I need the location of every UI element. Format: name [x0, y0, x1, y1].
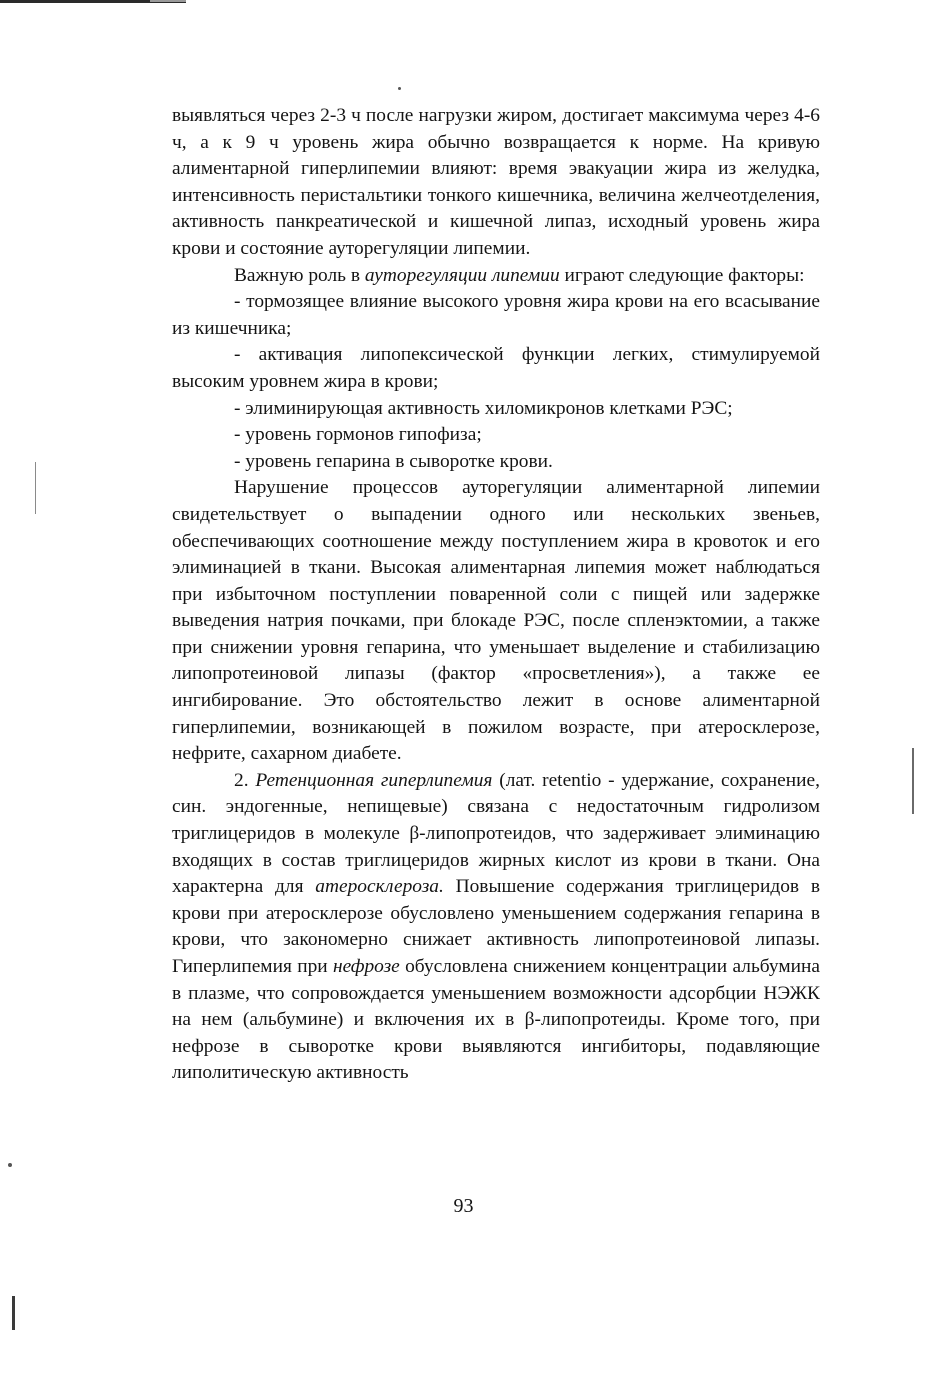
page-body-text: [172, 103, 820, 1087]
factor-item: - тормозящее влияние высокого уровня жира крови на его всасывание из кишечника;: [172, 291, 820, 339]
factor-item: - элиминирующая активность хиломикронов клетками РЭС;: [234, 397, 733, 419]
paragraph-4-part1: (лат. retentio - удержание, сохранение, син. эндогенные, непищевые) связана с недостаточным гидролизом триглицеридов в молекуле β-липопротеидов, что задерживает элиминацию входящих в состав триглицеридов жирных кислот из крови в ткани. Она характерна для: [172, 769, 820, 898]
paragraph-2-before: Важную роль в: [234, 264, 365, 286]
paragraph-4-term3: нефрозе: [332, 956, 400, 977]
paragraph-2-term: ауторегуляции липемии: [364, 264, 560, 286]
factor-item: - уровень гепарина в сыворотке крови.: [234, 450, 553, 472]
factor-item: - активация липопексической функции легких, стимулируемой высоким уровнем жира в крови;: [172, 344, 820, 392]
paragraph-3: Нарушение процессов ауторегуляции алиментарной липемии свидетельствует о выпадении одного или нескольких звеньев, обеспечивающих соотношение между поступлением жира в кровоток и его элиминацией в ткани. Высокая алиментарная липемия может наблюдаться при избыточном поступлении поваренной соли с пищей или задержке выведения натрия почками, при блокаде РЭС, после спленэктомии, а также при снижении уровня гепарина, что уменьшает выделение и стабилизацию липопротеиновой липазы (фактор «просветления»), а также ее ингибирование. Это обстоятельство лежит в основе алиментарной гиперлипемии, возникающей в пожилом возрасте, при атеросклерозе, нефрите, сахарном диабете.: [172, 477, 820, 765]
paragraph-4-number: 2.: [234, 769, 256, 791]
scan-edge-mark-left: [35, 462, 36, 514]
paragraph-2: [172, 263, 820, 290]
scan-top-rule-thin: [150, 0, 186, 2]
paragraph-1: выявляться через 2-3 ч после нагрузки жиром, достигает максимума через 4-6 ч, а к 9 ч уровень жира обычно возвращается к норме. На кривую алиментарной гиперлипемии влияют: время эвакуации жира из желудка, интенсивность перистальтики тонкого кишечника, величина желчеотделения, активность панкреатической и кишечной липаз, исходный уровень жира крови и состояние ауторегуляции липемии.: [172, 105, 820, 259]
page-number: 93: [453, 1195, 474, 1217]
scan-edge-mark-bottom-left: [12, 1296, 15, 1330]
paragraph-4-term: Ретенционная гиперлипемия: [255, 769, 493, 791]
scan-speck: [398, 87, 401, 90]
scan-speck: [8, 1163, 12, 1167]
paragraph-4-part3: обусловлена снижением концентрации альбумина в плазме, что сопровождается уменьшением возможности адсорбции НЭЖК на нем (альбумине) и включения их в β-липопротеиды. Кроме того, при нефрозе в сыворотке крови выявляются ингибиторы, подавляющие липолитическую активность: [172, 956, 820, 1084]
paragraph-4-part2: Повышение содержания триглицеридов в крови при атеросклерозе обусловлено уменьшением содержания гепарина в крови, что закономерно снижает активность липопротеиновой липазы. Гиперлипемия при: [172, 876, 820, 977]
paragraph-2-after: играют следующие факторы:: [559, 264, 805, 286]
paragraph-4: [172, 768, 820, 1087]
scan-edge-mark-right: [912, 748, 914, 814]
paragraph-4-term2: атеросклероза.: [315, 876, 444, 898]
factor-item: - уровень гормонов гипофиза;: [234, 424, 482, 446]
